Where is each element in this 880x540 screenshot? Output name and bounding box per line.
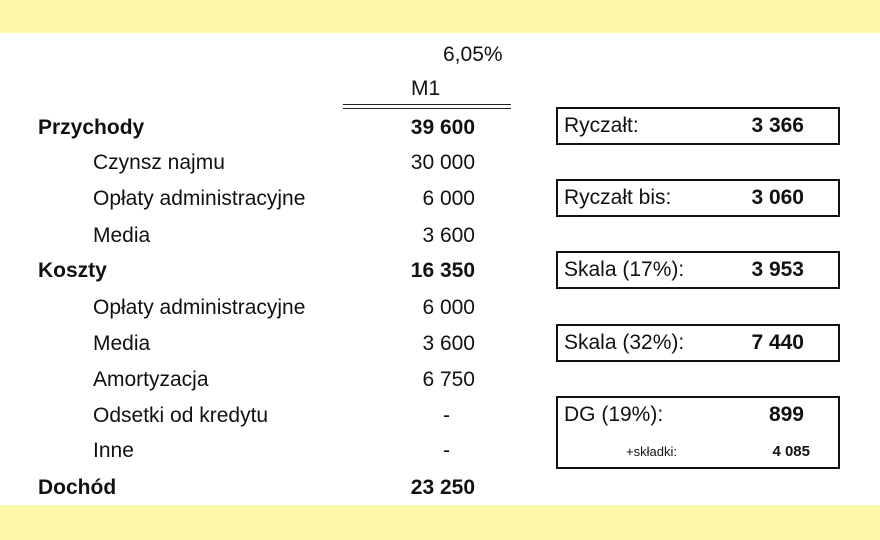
rate-cell[interactable]: 6,05% <box>443 43 503 66</box>
row-label-media-koszty[interactable]: Media <box>93 332 151 355</box>
row-label-inne[interactable]: Inne <box>93 439 134 462</box>
row-value-czynsz-najmu[interactable]: 30 000 <box>410 151 475 174</box>
row-label-media-przychody[interactable]: Media <box>93 224 151 247</box>
tax-box-label: DG (19%): <box>564 403 664 426</box>
tax-box-value: 899 <box>768 403 804 426</box>
tax-box-dg-19[interactable] <box>556 396 840 469</box>
row-label-oplaty-administracyjne-koszty[interactable]: Opłaty administracyjne <box>93 296 306 319</box>
tax-box-label: Ryczałt: <box>564 114 639 137</box>
row-label-odsetki-od-kredytu[interactable]: Odsetki od kredytu <box>93 404 269 427</box>
tax-box-value: 7 440 <box>751 331 804 354</box>
row-label-amortyzacja[interactable]: Amortyzacja <box>93 368 209 391</box>
row-value-media-przychody[interactable]: 3 600 <box>422 224 475 247</box>
spreadsheet-area <box>0 33 880 505</box>
tax-box-label: Skala (32%): <box>564 331 685 354</box>
row-value-inne[interactable]: - <box>443 439 450 462</box>
row-value-koszty[interactable]: 16 350 <box>410 259 475 282</box>
tax-box-ryczalt[interactable] <box>556 107 840 145</box>
column-header-m1[interactable]: M1 <box>411 77 441 100</box>
tax-box-label: Skala (17%): <box>564 258 685 281</box>
row-label-dochod[interactable]: Dochód <box>38 476 117 499</box>
row-label-przychody[interactable]: Przychody <box>38 116 145 139</box>
row-value-media-koszty[interactable]: 3 600 <box>422 332 475 355</box>
row-value-dochod[interactable]: 23 250 <box>410 476 475 499</box>
tax-box-sub-label: +składki: <box>626 444 677 459</box>
row-label-czynsz-najmu[interactable]: Czynsz najmu <box>93 151 225 174</box>
row-value-odsetki-od-kredytu[interactable]: - <box>443 404 450 427</box>
tax-box-skala-17[interactable] <box>556 251 840 289</box>
tax-box-value: 3 060 <box>751 186 804 209</box>
tax-box-value: 3 366 <box>751 114 804 137</box>
row-value-amortyzacja[interactable]: 6 750 <box>422 368 475 391</box>
tax-box-label: Ryczałt bis: <box>564 186 672 209</box>
tax-box-skala-32[interactable] <box>556 324 840 362</box>
tax-box-sub-value: 4 085 <box>772 443 810 460</box>
tax-box-value: 3 953 <box>751 258 804 281</box>
row-label-koszty[interactable]: Koszty <box>38 259 107 282</box>
row-value-oplaty-administracyjne-koszty[interactable]: 6 000 <box>422 296 475 319</box>
header-double-underline <box>343 104 511 109</box>
row-value-przychody[interactable]: 39 600 <box>410 116 475 139</box>
row-label-oplaty-administracyjne-przychody[interactable]: Opłaty administracyjne <box>93 187 306 210</box>
row-value-oplaty-administracyjne-przychody[interactable]: 6 000 <box>422 187 475 210</box>
tax-box-ryczalt-bis[interactable] <box>556 179 840 217</box>
